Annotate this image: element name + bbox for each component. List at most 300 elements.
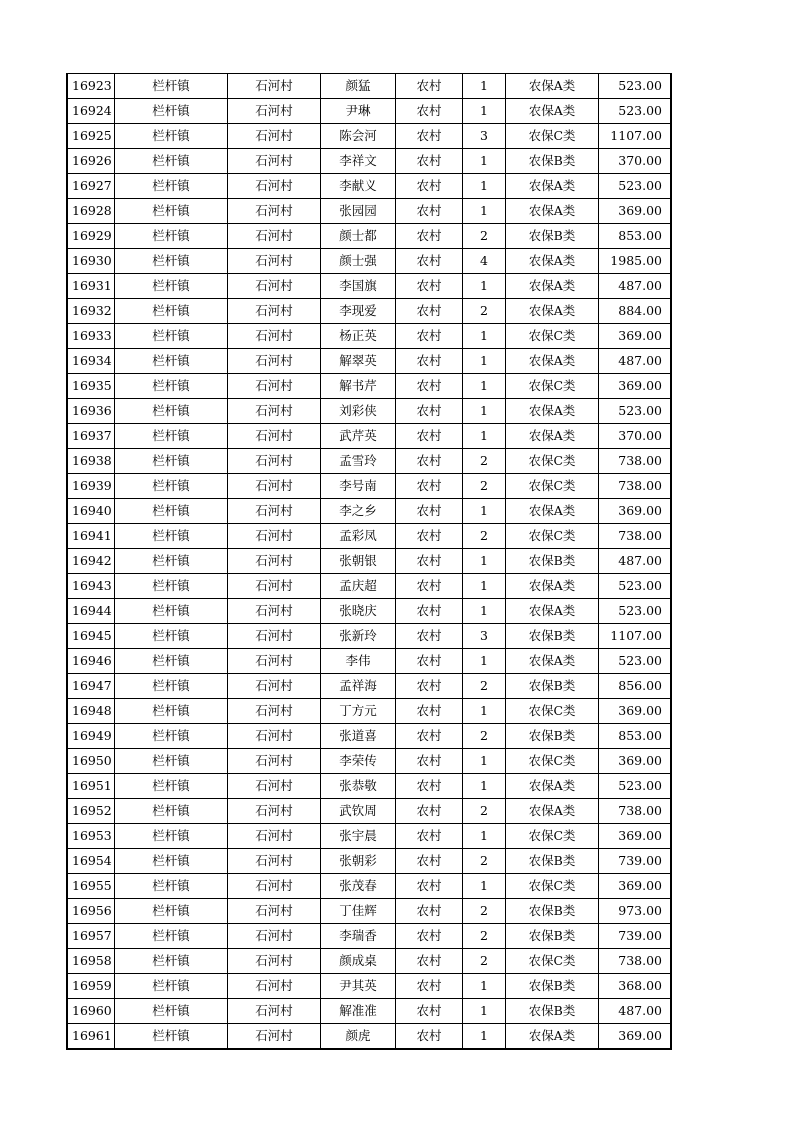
table-row — [67, 299, 671, 324]
member-count-cell: 1 — [463, 874, 506, 899]
town-cell: 栏杆镇 — [115, 749, 228, 774]
record-id-cell: 16953 — [67, 824, 115, 849]
amount-cell: 739.00 — [599, 849, 672, 874]
village-cell: 石河村 — [228, 849, 321, 874]
member-count-cell: 2 — [463, 849, 506, 874]
member-count-cell: 1 — [463, 574, 506, 599]
household-type-cell: 农村 — [396, 649, 463, 674]
table-row — [67, 824, 671, 849]
table-row — [67, 874, 671, 899]
record-id-cell: 16942 — [67, 549, 115, 574]
member-count-cell: 1 — [463, 999, 506, 1024]
household-type-cell: 农村 — [396, 224, 463, 249]
insurance-category-cell: 农保A类 — [506, 99, 599, 124]
amount-cell: 369.00 — [599, 699, 672, 724]
household-type-cell: 农村 — [396, 1024, 463, 1050]
insurance-category-cell: 农保B类 — [506, 224, 599, 249]
person-name-cell: 张晓庆 — [321, 599, 396, 624]
table-row — [67, 799, 671, 824]
amount-cell: 370.00 — [599, 149, 672, 174]
town-cell: 栏杆镇 — [115, 199, 228, 224]
village-cell: 石河村 — [228, 749, 321, 774]
member-count-cell: 1 — [463, 749, 506, 774]
table-row — [67, 524, 671, 549]
household-type-cell: 农村 — [396, 824, 463, 849]
household-type-cell: 农村 — [396, 124, 463, 149]
table-row — [67, 174, 671, 199]
insurance-category-cell: 农保B类 — [506, 974, 599, 999]
insurance-category-cell: 农保B类 — [506, 924, 599, 949]
record-id-cell: 16925 — [67, 124, 115, 149]
record-id-cell: 16946 — [67, 649, 115, 674]
amount-cell: 523.00 — [599, 99, 672, 124]
town-cell: 栏杆镇 — [115, 999, 228, 1024]
amount-cell: 369.00 — [599, 874, 672, 899]
record-id-cell: 16944 — [67, 599, 115, 624]
household-type-cell: 农村 — [396, 774, 463, 799]
member-count-cell: 2 — [463, 474, 506, 499]
person-name-cell: 张茂春 — [321, 874, 396, 899]
table-row — [67, 599, 671, 624]
village-cell: 石河村 — [228, 924, 321, 949]
table-row — [67, 374, 671, 399]
village-cell: 石河村 — [228, 449, 321, 474]
town-cell: 栏杆镇 — [115, 924, 228, 949]
insurance-category-cell: 农保C类 — [506, 699, 599, 724]
town-cell: 栏杆镇 — [115, 974, 228, 999]
person-name-cell: 武芹英 — [321, 424, 396, 449]
table-row — [67, 249, 671, 274]
person-name-cell: 颜虎 — [321, 1024, 396, 1050]
person-name-cell: 孟祥海 — [321, 674, 396, 699]
insurance-category-cell: 农保C类 — [506, 449, 599, 474]
amount-cell: 738.00 — [599, 449, 672, 474]
person-name-cell: 张道喜 — [321, 724, 396, 749]
table-row — [67, 399, 671, 424]
household-type-cell: 农村 — [396, 199, 463, 224]
amount-cell: 523.00 — [599, 574, 672, 599]
table-row — [67, 624, 671, 649]
household-type-cell: 农村 — [396, 524, 463, 549]
amount-cell: 523.00 — [599, 774, 672, 799]
town-cell: 栏杆镇 — [115, 524, 228, 549]
record-id-cell: 16932 — [67, 299, 115, 324]
person-name-cell: 刘彩侠 — [321, 399, 396, 424]
town-cell: 栏杆镇 — [115, 349, 228, 374]
village-cell: 石河村 — [228, 574, 321, 599]
village-cell: 石河村 — [228, 299, 321, 324]
village-cell: 石河村 — [228, 974, 321, 999]
insurance-category-cell: 农保A类 — [506, 499, 599, 524]
household-type-cell: 农村 — [396, 424, 463, 449]
village-cell: 石河村 — [228, 74, 321, 99]
town-cell: 栏杆镇 — [115, 824, 228, 849]
member-count-cell: 4 — [463, 249, 506, 274]
amount-cell: 369.00 — [599, 749, 672, 774]
amount-cell: 369.00 — [599, 499, 672, 524]
village-cell: 石河村 — [228, 274, 321, 299]
record-id-cell: 16954 — [67, 849, 115, 874]
amount-cell: 973.00 — [599, 899, 672, 924]
insurance-category-cell: 农保C类 — [506, 324, 599, 349]
village-cell: 石河村 — [228, 374, 321, 399]
insurance-category-cell: 农保B类 — [506, 899, 599, 924]
person-name-cell: 李号南 — [321, 474, 396, 499]
village-cell: 石河村 — [228, 899, 321, 924]
member-count-cell: 3 — [463, 624, 506, 649]
household-type-cell: 农村 — [396, 474, 463, 499]
town-cell: 栏杆镇 — [115, 374, 228, 399]
household-type-cell: 农村 — [396, 399, 463, 424]
household-type-cell: 农村 — [396, 674, 463, 699]
member-count-cell: 1 — [463, 549, 506, 574]
table-row — [67, 1024, 671, 1050]
insurance-category-cell: 农保A类 — [506, 799, 599, 824]
town-cell: 栏杆镇 — [115, 249, 228, 274]
person-name-cell: 张园园 — [321, 199, 396, 224]
insurance-category-cell: 农保A类 — [506, 74, 599, 99]
record-id-cell: 16955 — [67, 874, 115, 899]
record-id-cell: 16940 — [67, 499, 115, 524]
person-name-cell: 张新玲 — [321, 624, 396, 649]
village-cell: 石河村 — [228, 224, 321, 249]
member-count-cell: 1 — [463, 824, 506, 849]
amount-cell: 853.00 — [599, 724, 672, 749]
member-count-cell: 1 — [463, 1024, 506, 1050]
table-row — [67, 474, 671, 499]
village-cell: 石河村 — [228, 249, 321, 274]
table-row — [67, 449, 671, 474]
village-cell: 石河村 — [228, 424, 321, 449]
table-row — [67, 849, 671, 874]
member-count-cell: 1 — [463, 499, 506, 524]
record-id-cell: 16936 — [67, 399, 115, 424]
village-cell: 石河村 — [228, 624, 321, 649]
amount-cell: 856.00 — [599, 674, 672, 699]
table-row — [67, 699, 671, 724]
person-name-cell: 颜士强 — [321, 249, 396, 274]
insurance-category-cell: 农保A类 — [506, 574, 599, 599]
person-name-cell: 颜猛 — [321, 74, 396, 99]
record-id-cell: 16941 — [67, 524, 115, 549]
member-count-cell: 1 — [463, 374, 506, 399]
village-cell: 石河村 — [228, 874, 321, 899]
household-type-cell: 农村 — [396, 349, 463, 374]
town-cell: 栏杆镇 — [115, 949, 228, 974]
record-id-cell: 16949 — [67, 724, 115, 749]
table-row — [67, 74, 671, 99]
table-row — [67, 999, 671, 1024]
town-cell: 栏杆镇 — [115, 499, 228, 524]
person-name-cell: 张朝彩 — [321, 849, 396, 874]
table-row — [67, 899, 671, 924]
table-row — [67, 124, 671, 149]
record-id-cell: 16952 — [67, 799, 115, 824]
person-name-cell: 武钦周 — [321, 799, 396, 824]
table-row — [67, 499, 671, 524]
member-count-cell: 2 — [463, 674, 506, 699]
town-cell: 栏杆镇 — [115, 674, 228, 699]
village-cell: 石河村 — [228, 399, 321, 424]
person-name-cell: 张宇晨 — [321, 824, 396, 849]
amount-cell: 884.00 — [599, 299, 672, 324]
roster-table-body — [67, 74, 671, 1050]
person-name-cell: 李现爱 — [321, 299, 396, 324]
person-name-cell: 李之乡 — [321, 499, 396, 524]
amount-cell: 487.00 — [599, 274, 672, 299]
table-row — [67, 724, 671, 749]
table-row — [67, 324, 671, 349]
household-type-cell: 农村 — [396, 274, 463, 299]
person-name-cell: 李伟 — [321, 649, 396, 674]
household-type-cell: 农村 — [396, 374, 463, 399]
member-count-cell: 2 — [463, 524, 506, 549]
village-cell: 石河村 — [228, 124, 321, 149]
town-cell: 栏杆镇 — [115, 724, 228, 749]
household-type-cell: 农村 — [396, 849, 463, 874]
insurance-category-cell: 农保A类 — [506, 424, 599, 449]
household-type-cell: 农村 — [396, 749, 463, 774]
member-count-cell: 1 — [463, 199, 506, 224]
member-count-cell: 1 — [463, 174, 506, 199]
table-row — [67, 199, 671, 224]
amount-cell: 370.00 — [599, 424, 672, 449]
amount-cell: 487.00 — [599, 549, 672, 574]
member-count-cell: 2 — [463, 899, 506, 924]
record-id-cell: 16945 — [67, 624, 115, 649]
household-type-cell: 农村 — [396, 499, 463, 524]
record-id-cell: 16947 — [67, 674, 115, 699]
amount-cell: 853.00 — [599, 224, 672, 249]
person-name-cell: 杨正英 — [321, 324, 396, 349]
member-count-cell: 1 — [463, 349, 506, 374]
record-id-cell: 16950 — [67, 749, 115, 774]
household-type-cell: 农村 — [396, 799, 463, 824]
village-cell: 石河村 — [228, 349, 321, 374]
person-name-cell: 张朝银 — [321, 549, 396, 574]
household-type-cell: 农村 — [396, 924, 463, 949]
table-row — [67, 349, 671, 374]
record-id-cell: 16929 — [67, 224, 115, 249]
member-count-cell: 2 — [463, 224, 506, 249]
insurance-category-cell: 农保B类 — [506, 149, 599, 174]
amount-cell: 523.00 — [599, 74, 672, 99]
person-name-cell: 颜成桌 — [321, 949, 396, 974]
village-cell: 石河村 — [228, 824, 321, 849]
town-cell: 栏杆镇 — [115, 474, 228, 499]
member-count-cell: 1 — [463, 599, 506, 624]
member-count-cell: 2 — [463, 949, 506, 974]
amount-cell: 1985.00 — [599, 249, 672, 274]
record-id-cell: 16961 — [67, 1024, 115, 1050]
household-type-cell: 农村 — [396, 699, 463, 724]
member-count-cell: 2 — [463, 299, 506, 324]
person-name-cell: 尹琳 — [321, 99, 396, 124]
record-id-cell: 16937 — [67, 424, 115, 449]
amount-cell: 369.00 — [599, 374, 672, 399]
record-id-cell: 16957 — [67, 924, 115, 949]
amount-cell: 738.00 — [599, 799, 672, 824]
insurance-category-cell: 农保A类 — [506, 599, 599, 624]
record-id-cell: 16923 — [67, 74, 115, 99]
amount-cell: 523.00 — [599, 174, 672, 199]
record-id-cell: 16943 — [67, 574, 115, 599]
person-name-cell: 尹其英 — [321, 974, 396, 999]
record-id-cell: 16958 — [67, 949, 115, 974]
town-cell: 栏杆镇 — [115, 699, 228, 724]
amount-cell: 368.00 — [599, 974, 672, 999]
household-type-cell: 农村 — [396, 574, 463, 599]
insurance-category-cell: 农保A类 — [506, 349, 599, 374]
village-cell: 石河村 — [228, 174, 321, 199]
member-count-cell: 1 — [463, 774, 506, 799]
village-cell: 石河村 — [228, 199, 321, 224]
member-count-cell: 1 — [463, 424, 506, 449]
member-count-cell: 1 — [463, 99, 506, 124]
insurance-category-cell: 农保A类 — [506, 274, 599, 299]
town-cell: 栏杆镇 — [115, 849, 228, 874]
insurance-category-cell: 农保B类 — [506, 624, 599, 649]
household-type-cell: 农村 — [396, 549, 463, 574]
record-id-cell: 16939 — [67, 474, 115, 499]
amount-cell: 1107.00 — [599, 624, 672, 649]
member-count-cell: 3 — [463, 124, 506, 149]
record-id-cell: 16930 — [67, 249, 115, 274]
village-cell: 石河村 — [228, 549, 321, 574]
person-name-cell: 丁佳辉 — [321, 899, 396, 924]
table-row — [67, 274, 671, 299]
town-cell: 栏杆镇 — [115, 624, 228, 649]
amount-cell: 369.00 — [599, 199, 672, 224]
household-type-cell: 农村 — [396, 149, 463, 174]
village-cell: 石河村 — [228, 474, 321, 499]
household-type-cell: 农村 — [396, 949, 463, 974]
town-cell: 栏杆镇 — [115, 324, 228, 349]
table-row — [67, 924, 671, 949]
town-cell: 栏杆镇 — [115, 549, 228, 574]
person-name-cell: 孟雪玲 — [321, 449, 396, 474]
insurance-category-cell: 农保B类 — [506, 674, 599, 699]
insurance-category-cell: 农保C类 — [506, 749, 599, 774]
amount-cell: 487.00 — [599, 349, 672, 374]
town-cell: 栏杆镇 — [115, 1024, 228, 1050]
table-row — [67, 149, 671, 174]
town-cell: 栏杆镇 — [115, 274, 228, 299]
village-cell: 石河村 — [228, 99, 321, 124]
village-cell: 石河村 — [228, 774, 321, 799]
village-cell: 石河村 — [228, 149, 321, 174]
person-name-cell: 李祥文 — [321, 149, 396, 174]
village-cell: 石河村 — [228, 999, 321, 1024]
village-cell: 石河村 — [228, 699, 321, 724]
household-type-cell: 农村 — [396, 174, 463, 199]
village-cell: 石河村 — [228, 724, 321, 749]
insurance-category-cell: 农保C类 — [506, 874, 599, 899]
village-cell: 石河村 — [228, 1024, 321, 1050]
town-cell: 栏杆镇 — [115, 899, 228, 924]
table-row — [67, 774, 671, 799]
insurance-category-cell: 农保A类 — [506, 774, 599, 799]
amount-cell: 487.00 — [599, 999, 672, 1024]
record-id-cell: 16948 — [67, 699, 115, 724]
village-cell: 石河村 — [228, 949, 321, 974]
amount-cell: 738.00 — [599, 474, 672, 499]
record-id-cell: 16924 — [67, 99, 115, 124]
person-name-cell: 孟彩凤 — [321, 524, 396, 549]
town-cell: 栏杆镇 — [115, 74, 228, 99]
member-count-cell: 1 — [463, 74, 506, 99]
record-id-cell: 16933 — [67, 324, 115, 349]
insurance-category-cell: 农保C类 — [506, 474, 599, 499]
member-count-cell: 1 — [463, 649, 506, 674]
household-type-cell: 农村 — [396, 874, 463, 899]
table-row — [67, 949, 671, 974]
insurance-category-cell: 农保A类 — [506, 1024, 599, 1050]
insurance-category-cell: 农保C类 — [506, 949, 599, 974]
village-cell: 石河村 — [228, 599, 321, 624]
insurance-category-cell: 农保B类 — [506, 549, 599, 574]
table-row — [67, 974, 671, 999]
table-row — [67, 749, 671, 774]
member-count-cell: 1 — [463, 699, 506, 724]
table-row — [67, 424, 671, 449]
insurance-category-cell: 农保C类 — [506, 824, 599, 849]
insurance-category-cell: 农保C类 — [506, 374, 599, 399]
town-cell: 栏杆镇 — [115, 174, 228, 199]
town-cell: 栏杆镇 — [115, 449, 228, 474]
insurance-category-cell: 农保A类 — [506, 299, 599, 324]
person-name-cell: 张恭敬 — [321, 774, 396, 799]
person-name-cell: 李荣传 — [321, 749, 396, 774]
village-cell: 石河村 — [228, 674, 321, 699]
town-cell: 栏杆镇 — [115, 124, 228, 149]
record-id-cell: 16938 — [67, 449, 115, 474]
insurance-category-cell: 农保A类 — [506, 649, 599, 674]
member-count-cell: 1 — [463, 149, 506, 174]
household-type-cell: 农村 — [396, 999, 463, 1024]
table-row — [67, 549, 671, 574]
amount-cell: 369.00 — [599, 324, 672, 349]
insurance-category-cell: 农保B类 — [506, 724, 599, 749]
member-count-cell: 2 — [463, 449, 506, 474]
member-count-cell: 2 — [463, 924, 506, 949]
village-cell: 石河村 — [228, 499, 321, 524]
table-row — [67, 99, 671, 124]
record-id-cell: 16931 — [67, 274, 115, 299]
record-id-cell: 16956 — [67, 899, 115, 924]
town-cell: 栏杆镇 — [115, 424, 228, 449]
insurance-category-cell: 农保A类 — [506, 199, 599, 224]
town-cell: 栏杆镇 — [115, 774, 228, 799]
member-count-cell: 2 — [463, 799, 506, 824]
household-type-cell: 农村 — [396, 899, 463, 924]
town-cell: 栏杆镇 — [115, 649, 228, 674]
person-name-cell: 解书芹 — [321, 374, 396, 399]
person-name-cell: 解准准 — [321, 999, 396, 1024]
amount-cell: 738.00 — [599, 949, 672, 974]
household-type-cell: 农村 — [396, 299, 463, 324]
record-id-cell: 16928 — [67, 199, 115, 224]
amount-cell: 369.00 — [599, 824, 672, 849]
insurance-category-cell: 农保C类 — [506, 524, 599, 549]
table-row — [67, 649, 671, 674]
person-name-cell: 丁方元 — [321, 699, 396, 724]
village-cell: 石河村 — [228, 324, 321, 349]
member-count-cell: 1 — [463, 324, 506, 349]
record-id-cell: 16927 — [67, 174, 115, 199]
record-id-cell: 16960 — [67, 999, 115, 1024]
household-type-cell: 农村 — [396, 724, 463, 749]
